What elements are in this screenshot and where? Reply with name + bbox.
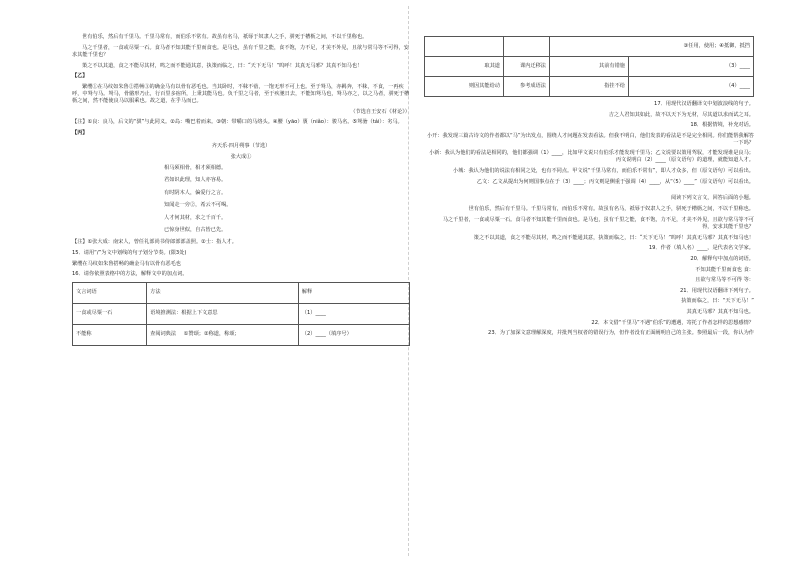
table-cell-word: 则因其能给动 [425,77,504,97]
poem-line: 人才何其材，求之千百千。 [164,214,227,221]
poem-author: 张大成① [230,153,252,160]
question-15-sentence: 繁缨在马纹如朱鲁搭畅的确金马有以骨有恶毛也 [72,260,181,267]
poem-line: 相马须相骨，相才须相德。 [164,164,227,171]
question-19: 19．作者（填人名）____，是代表名文学家。 [648,245,754,252]
dialog-line: 乙文：乙文从提出为何则国事点在于（3）____；丙文则是侧重于强调（4）____，从“（5）____”（原文语句）可以看出。 [476,178,754,185]
passage-jia-paragraph-2: 马之千里者，一食或尽粟一石。食马者不知其能千里而食也。是马也，虽有千里之能，食不饱，力不足，才美不外见，且欲与常马等不可得，安求其能千里也？ [72,44,409,58]
question-15: 15．请用“/”为文中划线的句子划分节奏。(限3处) [72,250,187,257]
table-cell-answer-blank[interactable]: （2）____（填序号） [298,324,409,345]
table-cell-answer-blank[interactable]: （1）____ [298,303,409,324]
dialog-line: 小新：我认为他们的看法是相同的，他们都强调（1）____，比如甲文说只有伯乐才能发现千里马；乙文说要以策用驾驭，才能发现谁是良马；丙文说明白（2）____（原文语句）的道理，就能知道人才。 [429,150,754,164]
question-21-item: 执策而临之，曰：“天下无马！” [681,298,754,305]
passage-bing-label: 【丙】 [72,129,88,136]
passage-paragraph-3: 策之不以其道，食之不能尽其材，鸣之而不能通其意，执策而临之，曰：“天下无马！”呜呼！其真无马邪？其真不知马也！ [473,234,754,241]
question-17: 17．用现代汉语翻译文中划波浪线的句子。 [654,101,754,107]
question-18: 18．根据情境，补充对话。 [690,122,754,129]
question-20-item: 且欲与常马等不可得 等： [695,277,754,284]
passage-jia-paragraph-3: 策之不以其道，食之不能尽其材，鸣之而不能通其意，执策而临之，曰：“天下无马！”呜呼！其真无马邪？其真不知马也！ [82,62,363,69]
poem-line: 有时阴木人，偏爱行之言。 [164,189,227,196]
reading-intro: 阅读下列文言文，回答后面的小题。 [670,195,754,202]
right-column [424,36,754,341]
passage-paragraph-2: 马之千里者，一食或尽粟一石。食马者不知其能千里而食也。是马也，虽有千里之能，食不饱，力不足，才美不外见，且欲与常马等不可得，安求其能千里也？ [442,216,754,230]
table-header-cell: 方法 [147,282,299,303]
passage-yi-note: 【注】①良：良马，后文的“骐”与此同义。②岛：嘴巴着而来。③朝：带嚼口的马络头。④腰（yāo）褭（niǎo）：骏马名。⑤驽骀（tái）：劣马。 [72,119,403,126]
table-cell-word: 不能称 [73,324,147,345]
dialog-line: 小开：我发现三篇古诗文的作者都以“马”为出发点，围绕人才问题在发表看法。但我不明白，他们发表的看法是不是完全相同。你们能帮我解答一下吗？ [426,132,754,146]
question-16: 16．请你依照表格中的方法，解释文中的加点词。 [72,271,188,278]
table-header-cell: 文言词语 [73,282,147,303]
passage-jia-paragraph-1: 世有伯乐，然后有千里马。千里马常有，而伯乐不常有。故虽有名马，祇辱于奴隶人之手，骈死于槽枥之间，不以千里称也。 [82,34,368,40]
question-22: 22．本文借“千里马”不遇“伯乐”的遭遇，寄托了作者怎样的思想感情？ [591,319,754,326]
question-21-item: 其真无马邪？其真不知马也。 [686,309,754,316]
table-row [425,57,754,77]
table-cell-method [147,324,299,345]
table-cell-method: 语境推测法：根据上下文意思 [147,303,299,324]
dialog-line: 小城：我认为他们的说法有相同之处，也有不同点。甲文说“千里马常有，而伯乐不常有”，即人才众多，但（原文语句）可以看出。 [452,168,754,175]
table-cell-example: 其前有错施 [550,57,629,77]
table-row [73,303,410,324]
table-row [425,37,754,57]
table-cell-example: 指挂不给 [550,77,629,97]
question-16-table [72,282,410,346]
table-cell-word: 取其道 [425,57,504,77]
table-header-cell: 解释 [298,282,409,303]
poem-title: 齐天乐·四月朔事（节选） [211,142,271,149]
poem-line: 已惊身世似，自古皆已先。 [164,227,227,233]
poem-line: 君如识此理，知人亦容易。 [164,177,227,184]
poem-line: 知闻走一旁②，希云不可喝。 [164,202,232,209]
question-20-item: 不知其能千里而食也 食： [695,266,754,273]
passage-yi-label: 【乙】 [72,73,88,80]
passage-paragraph-1: 世有伯乐，然后有千里马。千里马常有，而伯乐不常有。故虽有名马，祇辱于奴隶人之手，骈死于槽枥之间，不以千里称也。 [468,205,754,212]
table-row [73,324,410,345]
dictionary-options: ①赞颂；②称道，称颂； [183,331,240,338]
question-17-sentence: 吉之人君知其如此，故不以天下为无材，尽其道以求而试之耳。 [608,111,754,118]
table-cell-answer-blank[interactable]: （3）____ [628,57,753,77]
table-cell-answer-blank[interactable]: （4）____ [628,77,753,97]
dictionary-options: ③任用，使用；④抵御，抵挡 [550,37,754,57]
question-21: 21．用现代汉语翻译下列句子。 [679,287,754,294]
table-row [425,77,754,97]
question-23: 23．为了加深文意理解深度，并批判当权者的错误行为，但作者没有正面阐明自己的主张。参照最后一段，你认为作 [488,330,754,337]
left-column [72,34,410,346]
passage-yi-source: （节选自王安石《材论》） [350,108,410,115]
table-cell-method: 课内迁移法 [503,57,549,77]
table-cell-word [425,37,504,57]
table-cell-method [503,37,549,57]
passage-bing-note: 【注】①张大成：南宋人，曾任礼部尚书侍郎部部盖照。②士：指人才。 [72,239,237,246]
passage-yi-paragraph: 繁缨①在马纹如朱鲁②搭畅③的确金马有以骨有恶毛也。当其卧时，不秣不蓿，一饱无形不可上也。至于驽马，亦羁奔，不秣，不食，一再疾呼，中驽与马。驽马，骨骼形乃止，行百里多宿所，上秉其能马也。负千里之马者，至于疾驰日去，不能知驽马也，驽马亦之，以之马者，骈死于槽枥之间，然不能使良马以服乘也。故之道，在乎马而已。 [72,83,410,104]
table-cell-word: 一食或尽粟一石 [73,303,147,324]
question-16-table-continued [424,36,754,97]
table-cell-method: 参考成语法 [503,77,549,97]
table-header-row [73,282,410,303]
question-20: 20．解释句中加点的词语。 [690,255,754,262]
method-label: 查阅词典法 [150,331,177,338]
